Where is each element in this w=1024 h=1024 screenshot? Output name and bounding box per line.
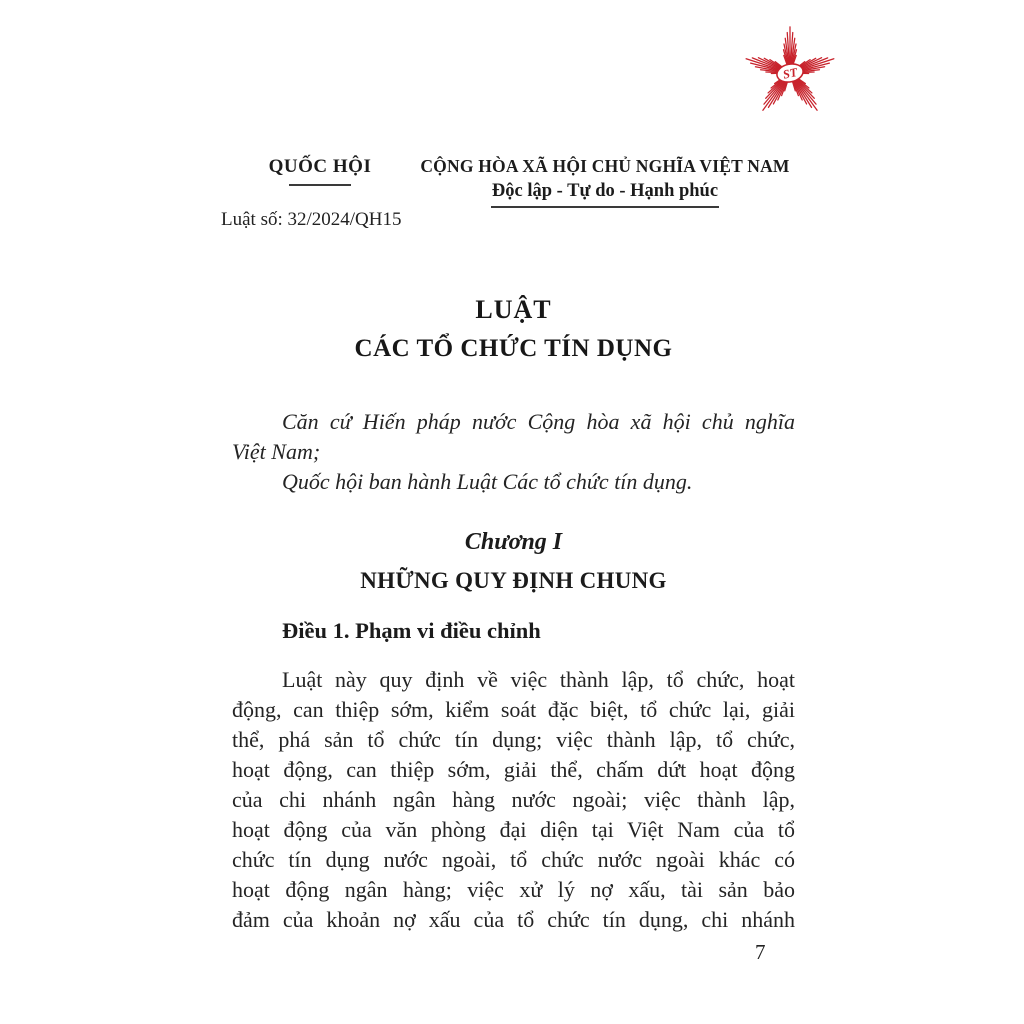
body-text-line: chức tín dụng nước ngoài, tổ chức nước ngoài khác có [232, 847, 795, 872]
body-text-line: Luật này quy định về việc thành lập, tổ chức, hoạt [282, 667, 795, 692]
preamble [232, 407, 795, 497]
body-text-line: đảm của khoản nợ xấu của tổ chức tín dụng, chi nhánh [232, 907, 795, 932]
law-number: Luật số: 32/2024/QH15 [221, 209, 402, 230]
issuer-name: QUỐC HỘI [268, 156, 372, 177]
publisher-star-logo-icon [740, 22, 840, 124]
national-motto: Độc lập - Tự do - Hạnh phúc [491, 181, 719, 201]
preamble-line: Việt Nam; [232, 439, 321, 464]
national-title: CỘNG HÒA XÃ HỘI CHỦ NGHĨA VIỆT NAM [420, 156, 790, 176]
emblem-monogram: ST [781, 65, 799, 82]
body-text-line: động, can thiệp sớm, kiểm soát đặc biệt, tổ chức lại, giải [232, 697, 795, 722]
national-motto-block [413, 156, 797, 208]
issuer-block [226, 156, 414, 186]
body-text-line: của chi nhánh ngân hàng nước ngoài; việc thành lập, [232, 787, 795, 812]
law-title-line1: LUẬT [475, 295, 552, 324]
preamble-line: Căn cứ Hiến pháp nước Cộng hòa xã hội chủ nghĩa [282, 409, 795, 434]
article-body-paragraph [232, 665, 795, 935]
article-heading: Điều 1. Phạm vi điều chỉnh [282, 618, 541, 643]
page-number: 7 [755, 940, 766, 964]
body-text-line: thể, phá sản tổ chức tín dụng; việc thành lập, tổ chức, [232, 727, 795, 752]
law-title-line2: CÁC TỔ CHỨC TÍN DỤNG [354, 335, 673, 362]
body-text-line: hoạt động của văn phòng đại diện tại Việt Nam của tổ [232, 817, 795, 842]
chapter-title: NHỮNG QUY ĐỊNH CHUNG [360, 568, 667, 593]
preamble-line: Quốc hội ban hành Luật Các tổ chức tín dụng. [282, 469, 693, 494]
motto-underline [491, 206, 719, 208]
body-text-line: hoạt động, can thiệp sớm, giải thể, chấm dứt hoạt động [232, 757, 795, 782]
issuer-underline [289, 184, 351, 186]
body-text-line: hoạt động ngân hàng; việc xử lý nợ xấu, tài sản bảo [232, 877, 795, 902]
chapter-label: Chương I [464, 529, 563, 555]
